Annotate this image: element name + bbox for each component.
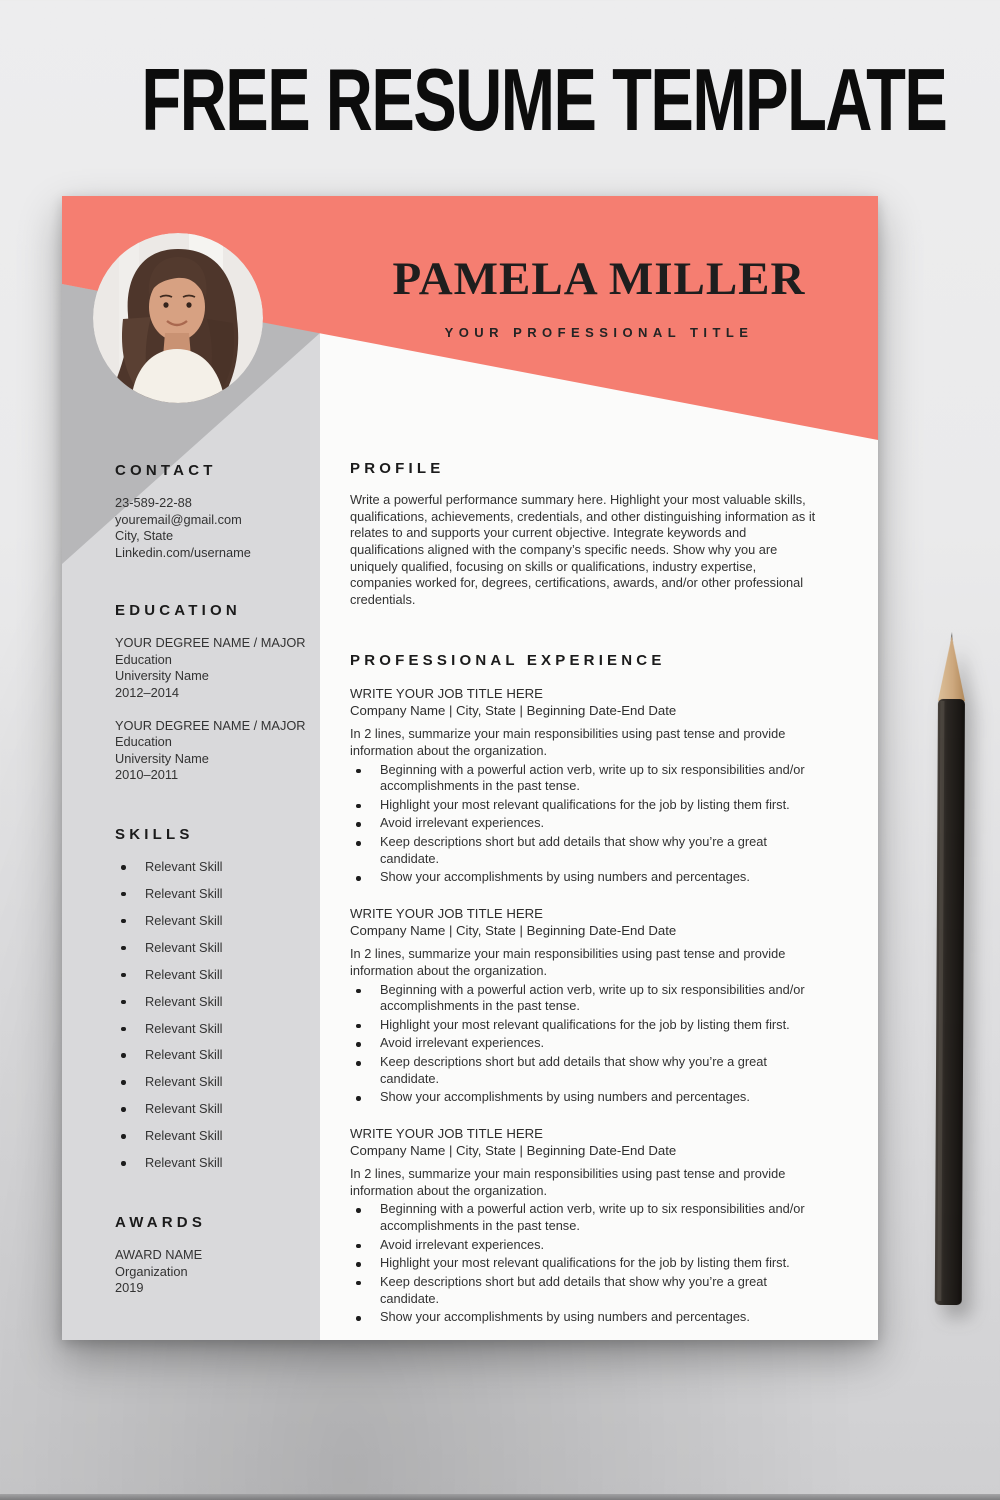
bullet-icon — [356, 1061, 361, 1066]
bullet-icon — [121, 1053, 126, 1058]
skill-label: Relevant Skill — [145, 993, 223, 1009]
job-summary: In 2 lines, summarize your main responsibilities using past tense and provide information about the organization. — [350, 946, 786, 978]
skill-item — [115, 1155, 311, 1172]
poster-title — [0, 50, 1000, 149]
skill-label: Relevant Skill — [145, 912, 223, 928]
award-organization: Organization — [115, 1263, 188, 1279]
bullet-icon — [356, 1024, 361, 1029]
education-section — [115, 602, 311, 800]
skill-item — [115, 886, 311, 903]
job-entry — [350, 685, 820, 886]
experience-heading: PROFESSIONAL EXPERIENCE — [350, 652, 666, 669]
skill-label: Relevant Skill — [145, 1074, 223, 1090]
bullet-text: Avoid irrelevant experiences. — [380, 1035, 545, 1051]
job-bullet — [350, 797, 820, 814]
awards-section — [115, 1214, 311, 1297]
bullet-icon — [121, 1134, 126, 1139]
bullet-text: Keep descriptions short but add details that show why you’re a great candidate. — [380, 1273, 767, 1306]
bullet-icon — [121, 865, 126, 870]
contact-email: youremail@gmail.com — [115, 511, 242, 527]
education-years: 2012–2014 — [115, 684, 180, 700]
bullet-text: Avoid irrelevant experiences. — [380, 815, 545, 831]
bullet-text: Beginning with a powerful action verb, write up to six responsibilities and/or accomplishments in the past tense. — [380, 1201, 805, 1234]
profile-heading: PROFILE — [350, 460, 445, 477]
bullet-text: Highlight your most relevant qualifications for the job by listing them first. — [380, 1255, 790, 1271]
skill-item — [115, 1021, 311, 1038]
contact-linkedin: Linkedin.com/username — [115, 544, 251, 560]
bullet-icon — [356, 769, 361, 774]
bullet-icon — [121, 1107, 126, 1112]
job-company-line: Company Name | City, State | Beginning Date-End Date — [350, 1143, 677, 1159]
bullet-text: Highlight your most relevant qualifications for the job by listing them first. — [380, 796, 790, 812]
degree-name: YOUR DEGREE NAME / MAJOR — [115, 635, 306, 650]
bullet-text: Show your accomplishments by using numbers and percentages. — [380, 869, 750, 885]
job-bullet — [350, 1035, 820, 1052]
skill-item — [115, 913, 311, 930]
candidate-name: PAMELA MILLER — [392, 253, 806, 305]
job-entry — [350, 905, 820, 1106]
bullet-icon — [121, 919, 126, 924]
bullet-text: Beginning with a powerful action verb, write up to six responsibilities and/or accomplishments in the past tense. — [380, 761, 805, 794]
bullet-icon — [356, 876, 361, 881]
job-bullet — [350, 982, 820, 1015]
skill-label: Relevant Skill — [145, 1128, 223, 1144]
job-bullet — [350, 869, 820, 886]
bullet-icon — [121, 892, 126, 897]
award-name: AWARD NAME — [115, 1247, 203, 1262]
skill-item — [115, 940, 311, 957]
bullet-text: Show your accomplishments by using numbers and percentages. — [380, 1089, 750, 1105]
skill-label: Relevant Skill — [145, 859, 223, 874]
bullet-text: Highlight your most relevant qualifications for the job by listing them first. — [380, 1016, 790, 1032]
bullet-icon — [356, 1244, 361, 1249]
skill-item — [115, 1074, 311, 1091]
experience-section — [350, 652, 820, 1340]
program-name: Education — [115, 651, 172, 667]
skill-item — [115, 859, 311, 876]
job-bullet-list — [350, 762, 820, 886]
bullet-icon — [356, 822, 361, 827]
portrait-illustration — [93, 233, 263, 403]
bullet-text: Show your accomplishments by using numbers and percentages. — [380, 1309, 750, 1325]
contact-phone: 23-589-22-88 — [115, 495, 192, 510]
bullet-text: Keep descriptions short but add details that show why you’re a great candidate. — [380, 834, 767, 866]
skills-list — [115, 859, 311, 1172]
job-company-line: Company Name | City, State | Beginning Date-End Date — [350, 923, 677, 939]
job-bullet — [350, 815, 820, 832]
skill-label: Relevant Skill — [145, 1020, 223, 1036]
skill-label: Relevant Skill — [145, 939, 223, 955]
bullet-icon — [356, 1208, 361, 1213]
professional-title: YOUR PROFESSIONAL TITLE — [444, 325, 754, 340]
bullet-icon — [356, 1316, 361, 1321]
skill-item — [115, 1101, 311, 1118]
bullet-icon — [356, 1281, 361, 1286]
job-bullet — [350, 1237, 820, 1254]
program-name: Education — [115, 734, 172, 750]
contact-heading: CONTACT — [115, 462, 217, 479]
job-bullet — [350, 1309, 820, 1326]
contact-section — [115, 462, 311, 562]
background-floor-shadow — [0, 1494, 1000, 1500]
skill-item — [115, 967, 311, 984]
contact-location: City, State — [115, 528, 174, 544]
bullet-icon — [121, 946, 126, 951]
job-title: WRITE YOUR JOB TITLE HERE — [350, 905, 543, 921]
skill-item — [115, 1128, 311, 1145]
profile-section — [350, 460, 820, 608]
bullet-icon — [356, 1042, 361, 1047]
skill-label: Relevant Skill — [145, 1155, 223, 1171]
job-title: WRITE YOUR JOB TITLE HERE — [350, 1125, 543, 1141]
bullet-icon — [356, 1262, 361, 1267]
job-bullet-list — [350, 1201, 820, 1325]
resume-sheet — [62, 196, 878, 1340]
education-entry — [115, 718, 311, 785]
bullet-icon — [356, 989, 361, 994]
bullet-icon — [121, 1161, 126, 1166]
university-name: University Name — [115, 750, 209, 766]
bullet-text: Beginning with a powerful action verb, write up to six responsibilities and/or accomplishments in the past tense. — [380, 981, 805, 1014]
skill-item — [115, 994, 311, 1011]
bullet-icon — [121, 1027, 126, 1032]
job-bullet — [350, 1054, 820, 1087]
pencil-illustration — [922, 626, 978, 1326]
bullet-icon — [356, 1096, 361, 1101]
awards-heading: AWARDS — [115, 1214, 207, 1231]
job-bullet — [350, 1255, 820, 1272]
job-bullet — [350, 1017, 820, 1034]
pencil-image — [922, 626, 978, 1326]
bullet-icon — [356, 841, 361, 846]
bullet-icon — [356, 804, 361, 809]
university-name: University Name — [115, 668, 209, 684]
job-bullet — [350, 834, 820, 867]
skills-section — [115, 826, 311, 1182]
job-entry — [350, 1125, 820, 1326]
skill-label: Relevant Skill — [145, 885, 223, 901]
bullet-text: Keep descriptions short but add details that show why you’re a great candidate. — [380, 1054, 767, 1086]
education-heading: EDUCATION — [115, 602, 241, 619]
job-summary: In 2 lines, summarize your main responsibilities using past tense and provide information about the organization. — [350, 726, 786, 758]
job-bullet — [350, 1274, 820, 1307]
job-title: WRITE YOUR JOB TITLE HERE — [350, 686, 543, 701]
job-summary: In 2 lines, summarize your main responsibilities using past tense and provide information about the organization. — [350, 1166, 786, 1198]
header-text-block — [320, 196, 878, 340]
education-years: 2010–2011 — [115, 767, 179, 783]
profile-text: Write a powerful performance summary here. Highlight your most valuable skills, qualifications, achievements, credentials, and other distinguishing information as it relates to and supports your current objective. Integrate keywords and qualifications aligned with the company’s specific needs. Show why you are uniquely qualified, focusing on skills or qualifications, industry expertise, companies worked for, degrees, certifications, awards, and/or other professional credentials. — [350, 492, 816, 607]
bullet-icon — [121, 973, 126, 978]
job-bullet-list — [350, 982, 820, 1106]
education-entry — [115, 635, 311, 702]
bullet-text: Avoid irrelevant experiences. — [380, 1236, 545, 1252]
bullet-icon — [121, 1000, 126, 1005]
award-year: 2019 — [115, 1280, 144, 1296]
job-bullet — [350, 1089, 820, 1106]
job-bullet — [350, 762, 820, 795]
skill-item — [115, 1047, 311, 1064]
degree-name: YOUR DEGREE NAME / MAJOR — [115, 717, 306, 733]
profile-photo — [93, 233, 263, 403]
poster-title-text: FREE RESUME TEMPLATE — [141, 50, 947, 149]
skill-label: Relevant Skill — [145, 966, 223, 982]
skill-label: Relevant Skill — [145, 1101, 223, 1117]
job-company-line: Company Name | City, State | Beginning Date-End Date — [350, 703, 677, 719]
job-bullet — [350, 1201, 820, 1234]
skills-heading: SKILLS — [115, 826, 194, 843]
bullet-icon — [121, 1080, 126, 1085]
skill-label: Relevant Skill — [145, 1047, 223, 1063]
